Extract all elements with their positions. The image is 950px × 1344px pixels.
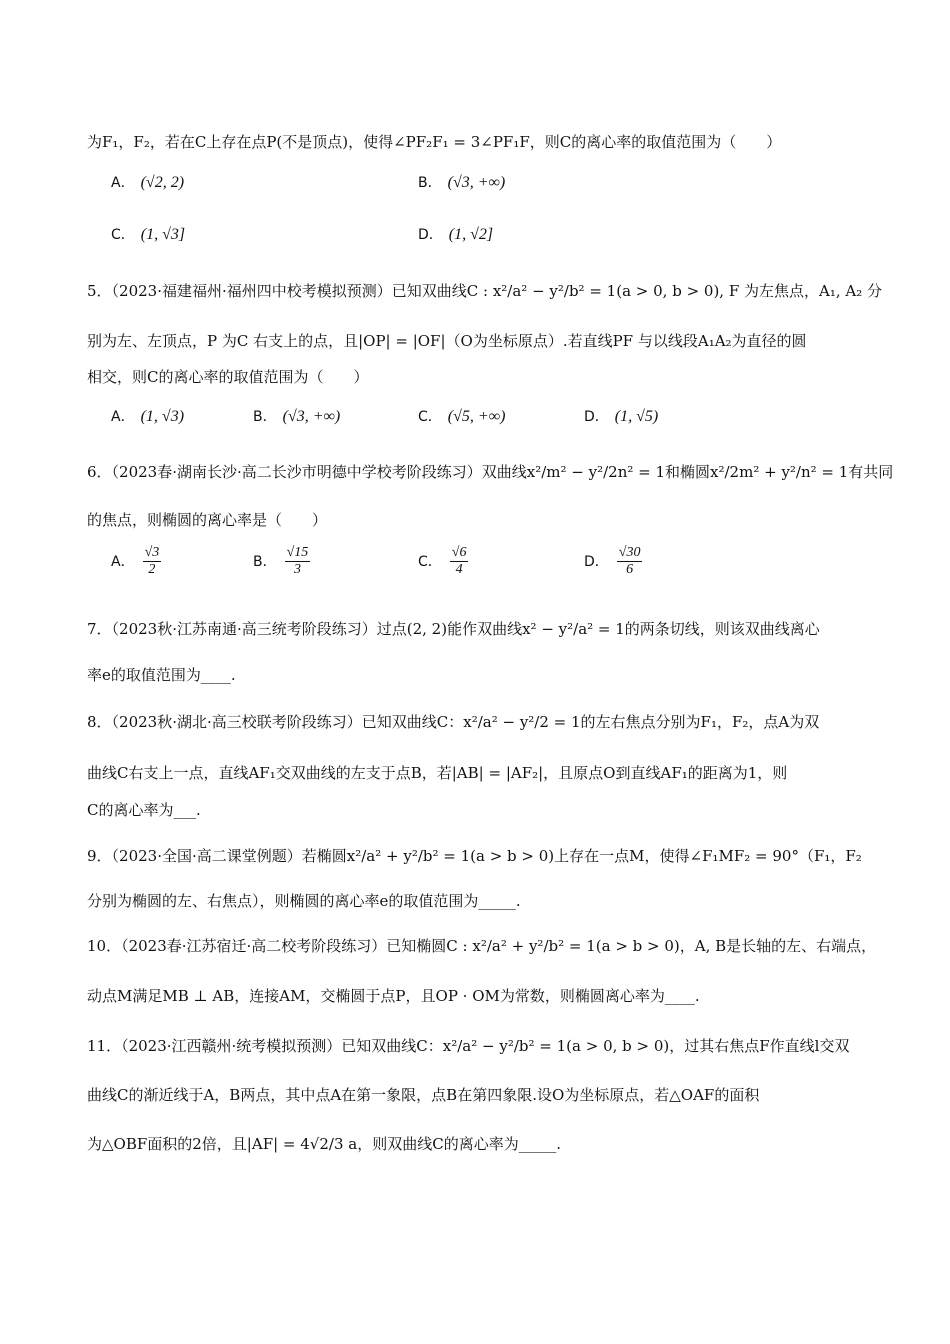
q5-stem-line-1: 5．（2023·福建福州·福州四中校考模拟预测）已知双曲线C : x²/a² − y²/b² = 1(a > 0, b > 0), F 为左焦点，A₁, A₂ 分 <box>87 282 883 300</box>
q9-stem-line-1: 9．（2023·全国·高二课堂例题）若椭圆x²/a² + y²/b² = 1(a > b > 0)上存在一点M，使得∠F₁MF₂ = 90°（F₁，F₂ <box>87 847 862 865</box>
q11-stem-line-3: 为△OBF面积的2倍，且|AF| = 4√2/3 a，则双曲线C的离心率为_____. <box>87 1135 561 1153</box>
q10-stem-line-1: 10．（2023春·江苏宿迁·高二校考阶段练习）已知椭圆C : x²/a² + y²/b² = 1(a > b > 0)，A, B是长轴的左、右端点， <box>87 937 877 955</box>
q11-stem-line-2: 曲线C的渐近线于A，B两点，其中点A在第一象限，点B在第四象限.设O为坐标原点，若△OAF的面积 <box>87 1086 760 1104</box>
q5-option-d: D． (1, √5) <box>584 408 659 425</box>
q4-option-b: B． (√3, +∞) <box>418 174 506 191</box>
q6-option-b: B． $\frac{√15}{3}$ <box>253 545 309 577</box>
q6-stem-line-1: 6．（2023春·湖南长沙·高二长沙市明德中学校考阶段练习）双曲线x²/m² − y²/2n² = 1和椭圆x²/2m² + y²/n² = 1有共同 <box>87 463 894 481</box>
q5-option-a: A． (1, √3) <box>111 408 185 425</box>
q5-option-c: C． (√5, +∞) <box>418 408 506 425</box>
q9-stem-line-2: 分别为椭圆的左、右焦点），则椭圆的离心率e的取值范围为_____. <box>87 892 521 910</box>
q7-stem-line-2: 率e的取值范围为____. <box>87 666 236 684</box>
q5-option-b: B． (√3, +∞) <box>253 408 341 425</box>
q8-stem-line-3: C的离心率为___. <box>87 801 201 819</box>
q6-stem-line-2: 的焦点，则椭圆的离心率是（ ） <box>87 511 328 529</box>
q4-stem-line: 为F₁，F₂，若在C上存在点P(不是顶点)，使得∠PF₂F₁ = 3∠PF₁F，则C的离心率的取值范围为（ ） <box>87 133 782 151</box>
q4-option-a: A． (√2, 2) <box>111 174 185 191</box>
q11-stem-line-1: 11．（2023·江西赣州·统考模拟预测）已知双曲线C：x²/a² − y²/b² = 1(a > 0, b > 0)，过其右焦点F作直线l交双 <box>87 1037 850 1055</box>
q8-stem-line-1: 8．（2023秋·湖北·高三校联考阶段练习）已知双曲线C：x²/a² − y²/2 = 1的左右焦点分别为F₁，F₂，点A为双 <box>87 713 820 731</box>
q10-stem-line-2: 动点M满足MB ⊥ AB，连接AM，交椭圆于点P，且OP · OM为常数，则椭圆离心率为____. <box>87 987 700 1005</box>
q6-option-c: C． $\frac{√6}{4}$ <box>418 545 467 577</box>
q4-option-d: D． (1, √2] <box>418 226 494 243</box>
q4-option-c: C． (1, √3] <box>111 226 186 243</box>
q6-option-d: D． $\frac{√30}{6}$ <box>584 545 641 577</box>
q8-stem-line-2: 曲线C右支上一点，直线AF₁交双曲线的左支于点B，若|AB| = |AF₂|，且原点O到直线AF₁的距离为1，则 <box>87 764 788 782</box>
q5-stem-line-3: 相交，则C的离心率的取值范围为（ ） <box>87 368 369 386</box>
q7-stem-line-1: 7．（2023秋·江苏南通·高三统考阶段练习）过点(2, 2)能作双曲线x² − y²/a² = 1的两条切线，则该双曲线离心 <box>87 620 820 638</box>
q5-stem-line-2: 别为左、左顶点，P 为C 右支上的点，且|OP| = |OF|（O为坐标原点）.若直线PF 与以线段A₁A₂为直径的圆 <box>87 332 807 350</box>
q6-option-a: A． $\frac{√3}{2}$ <box>111 545 160 577</box>
